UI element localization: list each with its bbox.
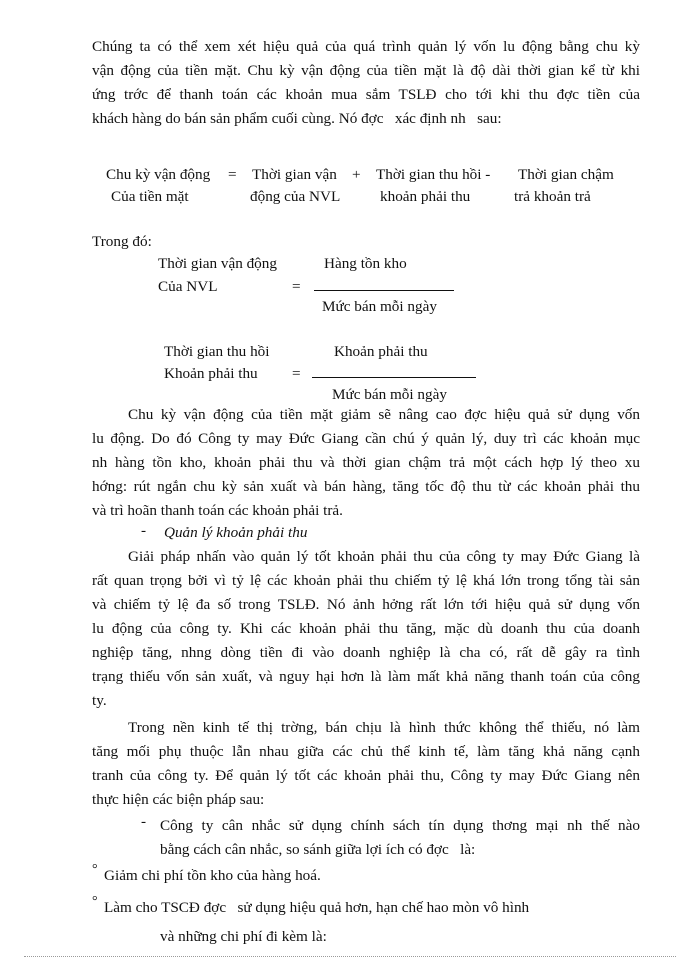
page-bottom-divider bbox=[24, 956, 676, 957]
cycle-plus-sign: + bbox=[352, 166, 361, 183]
solution-para-line-4: lu động của công ty. Khi các khoản phải thu tăng, mặc dù doanh thu của doanh bbox=[92, 620, 640, 637]
receivable-fraction-bar bbox=[312, 377, 476, 378]
inventory-equals-sign: = bbox=[292, 278, 301, 295]
cycle-term-3-line-1: Thời gian chậm bbox=[518, 166, 614, 183]
sub-item-1: Giảm chi phí tồn kho của hàng hoá. bbox=[104, 867, 321, 884]
solution-para-line-1: Giải pháp nhấn vào quản lý tốt khoản phải thu của công ty may Đức Giang là bbox=[128, 548, 640, 565]
section-heading: Quản lý khoản phải thu bbox=[164, 524, 308, 541]
cycle-term-2-line-2: khoản phải thu bbox=[380, 188, 471, 205]
cycle-para-line-2: lu động. Do đó Công ty may Đức Giang cần chú ý quản lý, duy trì các khoản mục bbox=[92, 430, 640, 447]
cycle-para-line-3: nh hàng tồn kho, khoản phải thu và thời gian chậm trả một cách hợp lý theo xu bbox=[92, 454, 640, 471]
intro-line-1: Chúng ta có thể xem xét hiệu quả của quá trình quản lý vốn lu động bằng chu kỳ bbox=[92, 38, 640, 55]
market-para-line-1: Trong nền kinh tế thị trờng, bán chịu là hình thức không thể thiếu, nó làm bbox=[128, 719, 640, 736]
measure-1-line-1: Công ty cân nhắc sử dụng chính sách tín dụng thơng mại nh thế nào bbox=[160, 817, 640, 834]
cycle-para-line-5: và trì hoãn thanh toán các khoản phải trả. bbox=[92, 502, 343, 519]
inventory-fraction-bar bbox=[314, 290, 454, 291]
cycle-term-1-line-1: Thời gian vận bbox=[252, 166, 337, 183]
cycle-para-line-4: hớng: rút ngắn chu kỳ sản xuất và bán hàng, tăng tốc độ thu từ các khoản phải thu bbox=[92, 478, 640, 495]
solution-para-line-5: nghiệp tăng, nhng dòng tiền đi vào doanh nghiệp là cha có, rất dễ gây ra tình bbox=[92, 644, 640, 661]
intro-line-4: khách hàng do bán sản phẩm cuối cùng. Nó đợc xác định nh sau: bbox=[92, 110, 502, 127]
sub-item-1-bullet: ° bbox=[92, 862, 98, 877]
solution-para-line-3: và chiếm tỷ lệ đa số trong TSLĐ. Nó ảnh hởng rất lớn tới hiệu quả sử dụng vốn bbox=[92, 596, 640, 613]
inventory-denominator: Mức bán mỗi ngày bbox=[322, 298, 437, 315]
cycle-para-line-1: Chu kỳ vận động của tiền mặt giảm sẽ nâng cao đợc hiệu quả sử dụng vốn bbox=[128, 406, 640, 423]
cycle-lhs-line-1: Chu kỳ vận động bbox=[106, 166, 211, 183]
solution-para-line-6: trạng thiếu vốn sản xuất, và nguy hại hơn là làm mất khả năng thanh toán của công bbox=[92, 668, 640, 685]
measure-1-line-2: bằng cách cân nhắc, so sánh giữa lợi ích có đợc là: bbox=[160, 841, 476, 858]
cycle-term-1-line-2: động của NVL bbox=[250, 188, 341, 205]
market-para-line-4: thực hiện các biện pháp sau: bbox=[92, 791, 265, 808]
solution-para-line-7: ty. bbox=[92, 692, 107, 709]
receivable-denominator: Mức bán mỗi ngày bbox=[332, 386, 447, 403]
inventory-lhs-line-1: Thời gian vận động bbox=[158, 255, 277, 272]
measure-1-bullet: - bbox=[141, 813, 147, 830]
market-para-line-2: tăng mối phụ thuộc lẫn nhau giữa các chủ thể kinh tế, làm tăng khả năng cạnh bbox=[92, 743, 640, 760]
intro-line-3: ứng trớc để thanh toán các khoản mua sắm TSLĐ cho tới khi thu đợc tiền của bbox=[92, 86, 640, 103]
receivable-lhs-line-1: Thời gian thu hồi bbox=[164, 343, 270, 360]
where-label: Trong đó: bbox=[92, 233, 152, 250]
market-para-line-3: tranh của công ty. Để quản lý tốt các khoản phải thu, Công ty may Đức Giang nên bbox=[92, 767, 640, 784]
trailing-line: và những chi phí đi kèm là: bbox=[160, 928, 327, 945]
intro-line-2: vận động của tiền mặt. Chu kỳ vận động của tiền mặt là độ dài thời gian kể từ khi bbox=[92, 62, 640, 79]
receivable-equals-sign: = bbox=[292, 365, 301, 382]
inventory-numerator: Hàng tồn kho bbox=[324, 255, 407, 272]
cycle-lhs-line-2: Của tiền mặt bbox=[111, 188, 189, 205]
section-heading-bullet: - bbox=[141, 522, 147, 539]
cycle-term-3-line-2: trả khoản trả bbox=[514, 188, 591, 205]
sub-item-2-bullet: ° bbox=[92, 894, 98, 909]
cycle-term-2-line-1: Thời gian thu hồi - bbox=[376, 166, 491, 183]
inventory-lhs-line-2: Của NVL bbox=[158, 278, 218, 295]
sub-item-2: Làm cho TSCĐ đợc sử dụng hiệu quả hơn, hạn chế hao mòn vô hình bbox=[104, 899, 530, 916]
receivable-numerator: Khoản phải thu bbox=[334, 343, 428, 360]
cycle-equals-sign: = bbox=[228, 166, 237, 183]
receivable-lhs-line-2: Khoản phải thu bbox=[164, 365, 258, 382]
solution-para-line-2: rất quan trọng bởi vì tỷ lệ các khoản phải thu chiếm tỷ lệ khá lớn trong tổng tài sản bbox=[92, 572, 640, 589]
